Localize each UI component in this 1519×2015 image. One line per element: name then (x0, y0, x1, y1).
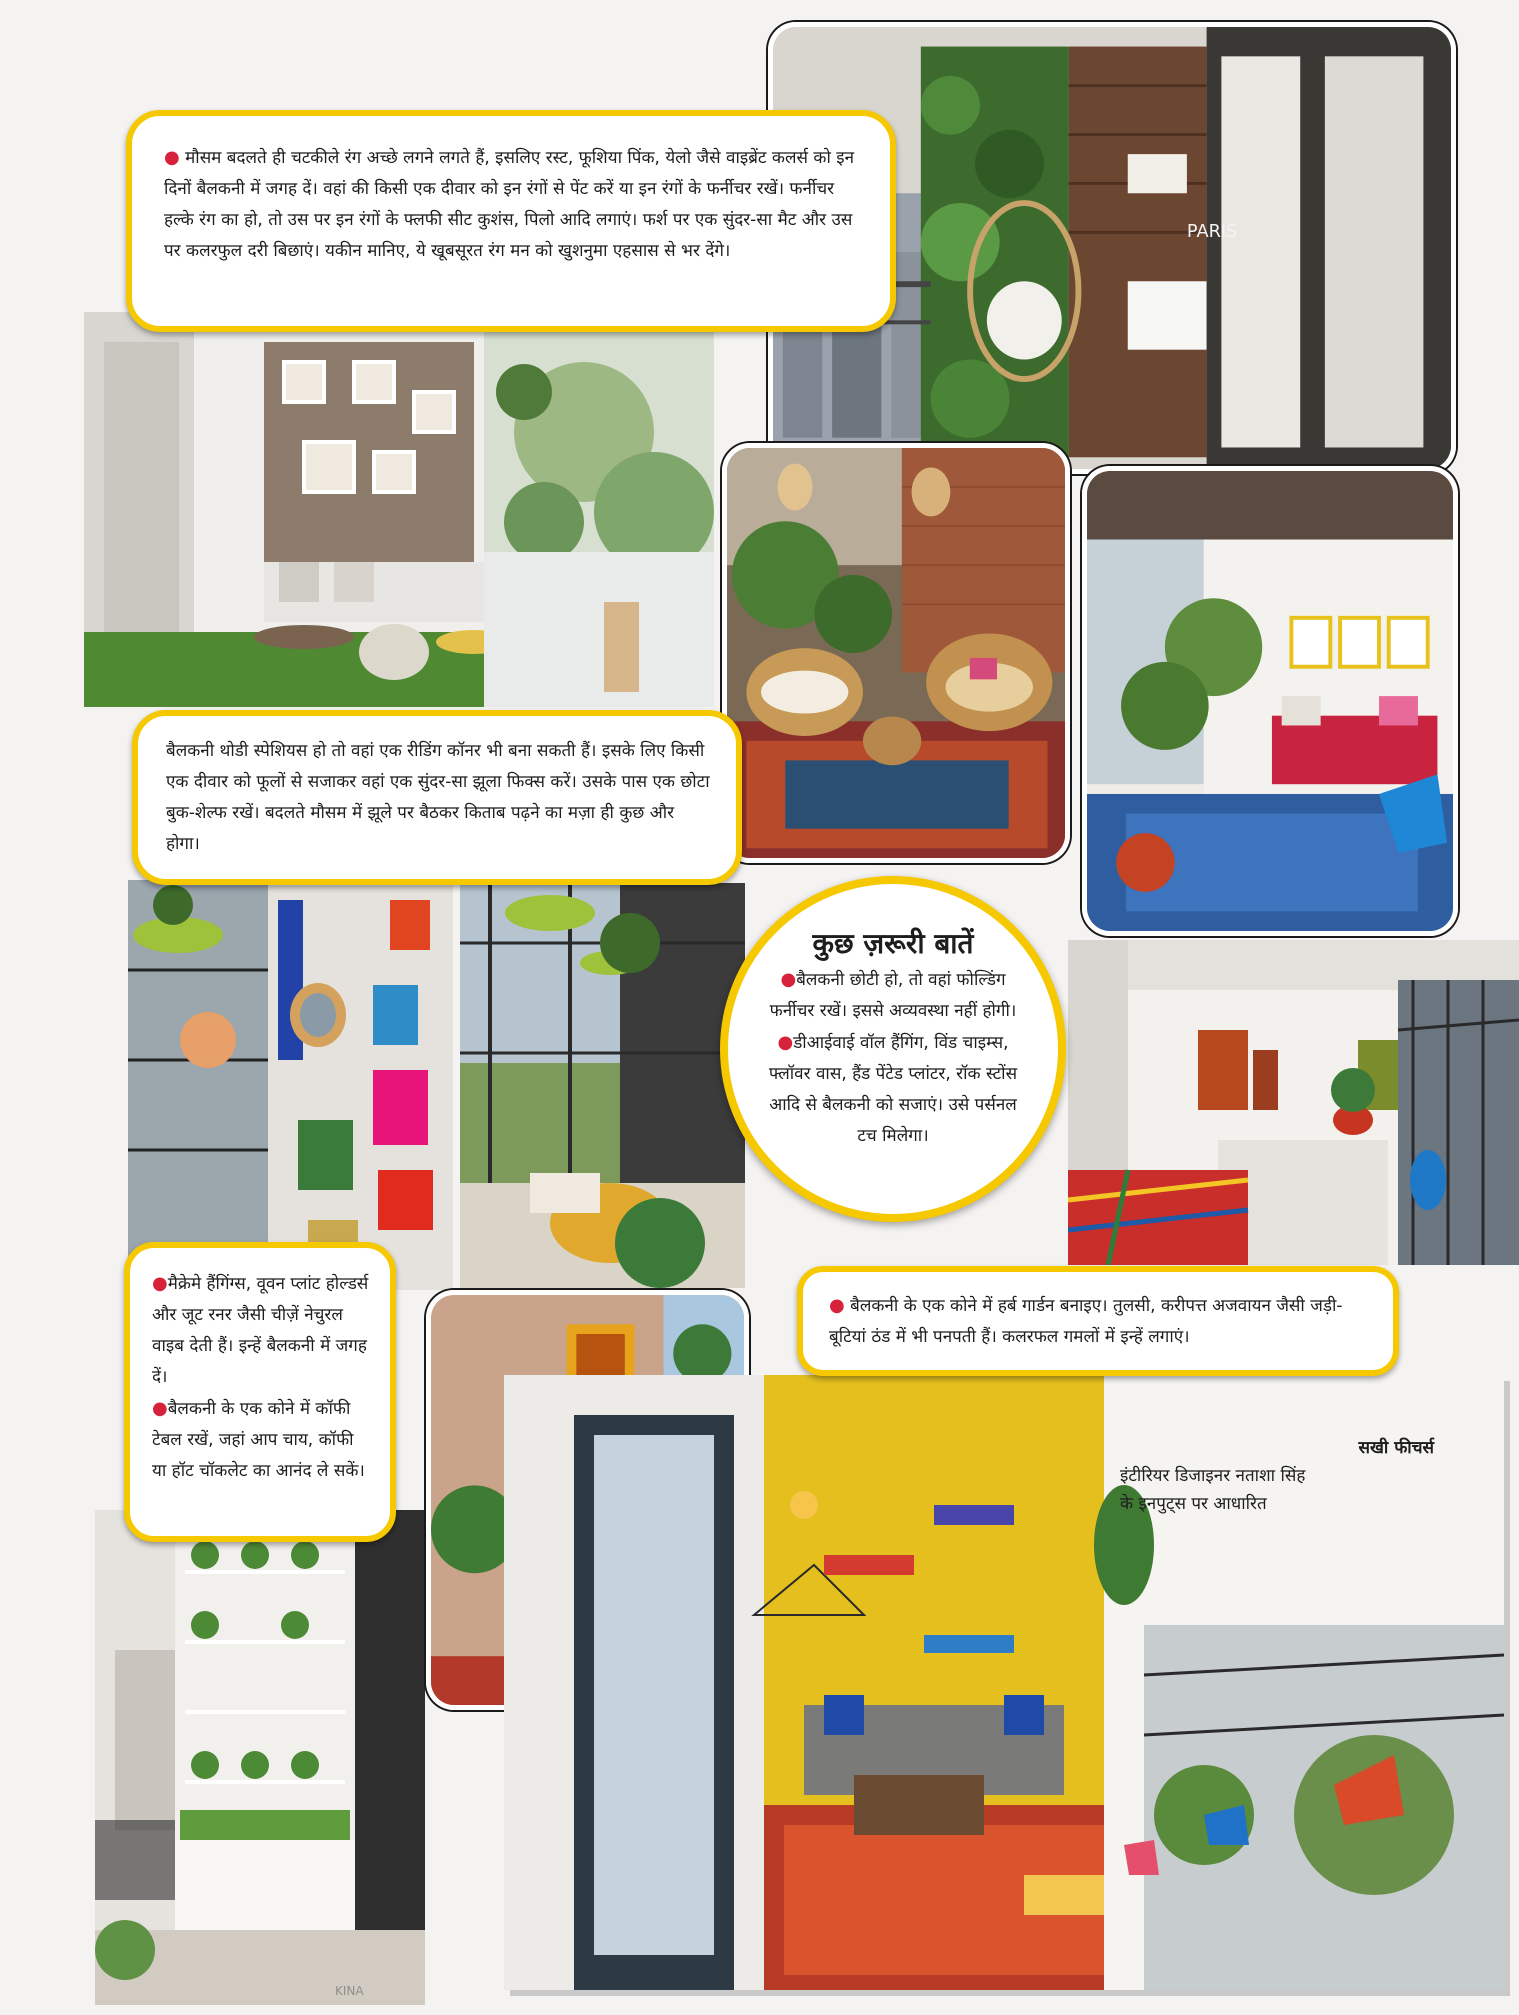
bullet-icon: ● (152, 1273, 168, 1294)
credit-block (1120, 1434, 1460, 1518)
tip-box-herb-garden (797, 1266, 1399, 1376)
tip-text-reading-corner: बैलकनी थोडी स्पेशियस हो तो वहां एक रीडिंग कॉनर भी बना सकती हैं। इसके लिए किसी एक दीवार को फूलों से सजाकर वहां एक सुंदर-सा झूला फिक्स करें। उसके पास एक छोटा बुक-शेल्फ रखें। बदलते मौसम में झूले पर बैठकर किताब पढ़ने का मज़ा ही कुछ और होगा। (166, 741, 710, 854)
tips-circle (720, 876, 1066, 1222)
bullet-icon: ● (780, 969, 797, 990)
bullet-icon: ● (164, 147, 180, 168)
bullet-icon: ● (829, 1295, 845, 1316)
tips-circle-text-1: बैलकनी छोटी हो, तो वहां फोल्डिंग फर्नीचर रखें। इससे अव्यवस्था नहीं होगी। (769, 970, 1017, 1021)
tip-text-macrame-1: मैक्रेमे हैंगिंग्स, वूवन प्लांट होल्डर्स और जूट रनर जैसी चीज़ें नेचुरल वाइब देती हैं। इन्हें बैलकनी में जगह दें। (152, 1274, 369, 1387)
tip-box-macrame (124, 1242, 396, 1542)
tip-text-colors: मौसम बदलते ही चटकीले रंग अच्छे लगने लगते हैं, इसलिए रस्ट, फूशिया पिंक, येलो जैसे वाइब्रेंट कलर्स को इन दिनों बैलकनी में जगह दें। वहां की किसी एक दीवार को इन रंगों से पेंट करें या इन रंगों के फर्नीचर रखें। फर्नीचर हल्के रंग का हो, तो उस पर इन रंगों के फ्लफी सीट कुशंस, पिलो आदि लगाएं। फर्श पर एक सुंदर-सा मैट और उस पर कलरफुल दरी बिछाएं। यकीन मानिए, ये खूबसूरत रंग मन को खुशनुमा एहसास से भर देंगे। (164, 148, 855, 261)
tip-text-macrame-2: बैलकनी के एक कोने में कॉफी टेबल रखें, जहां आप चाय, कॉफी या हॉट चॉकलेट का आनंद ले सकें। (152, 1399, 365, 1481)
photo-mirror-wall (128, 880, 453, 1290)
bullet-icon: ● (777, 1032, 794, 1053)
photo-long-balcony (1068, 940, 1519, 1265)
tips-circle-title: कुछ ज़रूरी बातें (812, 927, 974, 960)
credit-line-1: इंटीरियर डिजाइनर नताशा सिंह (1120, 1466, 1306, 1486)
tips-circle-item-1 (762, 964, 1024, 1027)
tip-macrame-item-1 (152, 1268, 370, 1393)
tip-box-colors (126, 110, 896, 332)
paris-sign: PARIS (1186, 222, 1238, 243)
photo-vertical-garden (95, 1510, 425, 2005)
credit-line-2: के इनपुट्स पर आधारित (1120, 1494, 1267, 1514)
watermark: KINA (335, 1984, 364, 1998)
bullet-icon: ● (152, 1398, 168, 1419)
credit-source: सखी फीचर्स (1358, 1438, 1434, 1458)
tips-circle-item-2 (762, 1027, 1024, 1152)
tips-circle-text-2: डीआईवाई वॉल हैंगिंग, विंड चाइम्स, फ्लॉवर वास, हैंड पेंटेड प्लांटर, रॉक स्टोंस आदि से बैलकनी को सजाएं। उसे पर्सनल टच मिलेगा। (768, 1033, 1018, 1146)
photo-white-lounge (84, 312, 714, 707)
tip-text-herb-garden: बैलकनी के एक कोने में हर्ब गार्डन बनाइए। तुलसी, करीपत्त अजवायन जैसी जड़ी-बूटियां ठंड में भी पनपती हैं। कलरफल गमलों में इन्हें लगाएं। (829, 1296, 1343, 1347)
photo-blue-rug-balcony (1082, 466, 1458, 936)
tip-macrame-item-2 (152, 1393, 370, 1487)
photo-rattan-boho (722, 443, 1070, 863)
photo-narrow-balcony (460, 883, 745, 1288)
tip-box-reading-corner (132, 710, 742, 885)
